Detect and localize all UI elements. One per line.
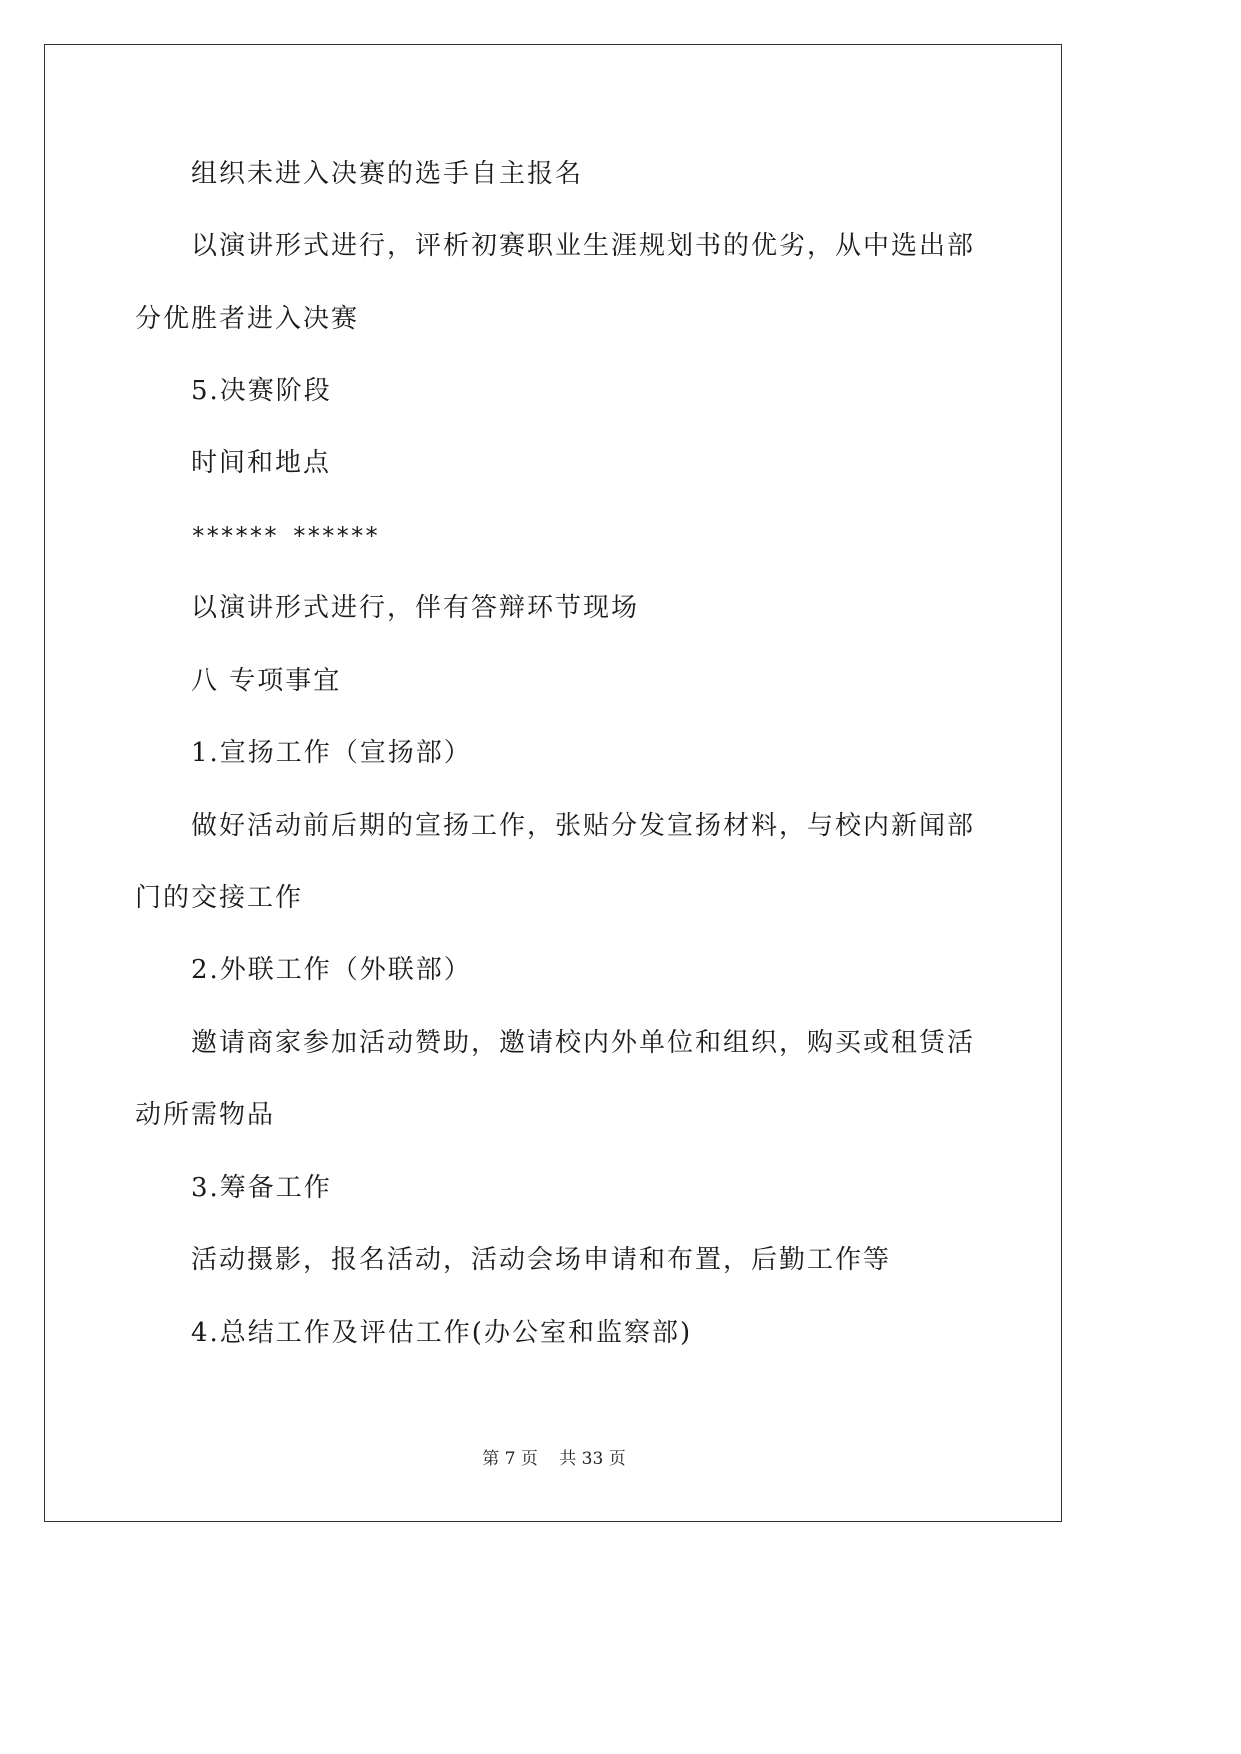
paragraph-line: 活动摄影，报名活动，活动会场申请和布置，后勤工作等 bbox=[191, 1245, 892, 1275]
section-heading: 2.外联工作（外联部） bbox=[191, 955, 472, 985]
page-footer bbox=[0, 1449, 1108, 1469]
paragraph-line: 以演讲形式进行，评析初赛职业生涯规划书的优劣，从中选出部 bbox=[191, 231, 976, 261]
section-heading: 4.总结工作及评估工作(办公室和监察部) bbox=[191, 1318, 693, 1348]
section-heading: 3.筹备工作 bbox=[191, 1173, 332, 1203]
paragraph-line: 时间和地点 bbox=[191, 448, 332, 478]
placeholder-text: ****** ****** bbox=[191, 522, 379, 550]
page-number: 第 7 页 bbox=[482, 1449, 538, 1469]
paragraph-line: 分优胜者进入决赛 bbox=[135, 304, 360, 334]
page-total: 共 33 页 bbox=[559, 1449, 626, 1469]
section-heading: 5.决赛阶段 bbox=[191, 376, 332, 406]
paragraph-line: 做好活动前后期的宣扬工作，张贴分发宣扬材料，与校内新闻部 bbox=[191, 811, 976, 841]
paragraph-line: 动所需物品 bbox=[135, 1100, 276, 1130]
paragraph-line: 组织未进入决赛的选手自主报名 bbox=[191, 159, 584, 189]
section-heading: 八 专项事宜 bbox=[191, 666, 342, 696]
page-frame bbox=[44, 44, 1062, 1522]
section-heading: 1.宣扬工作（宣扬部） bbox=[191, 738, 472, 768]
paragraph-line: 以演讲形式进行，伴有答辩环节现场 bbox=[191, 593, 640, 623]
paragraph-line: 邀请商家参加活动赞助，邀请校内外单位和组织，购买或租赁活 bbox=[191, 1028, 976, 1058]
paragraph-line: 门的交接工作 bbox=[135, 883, 304, 913]
